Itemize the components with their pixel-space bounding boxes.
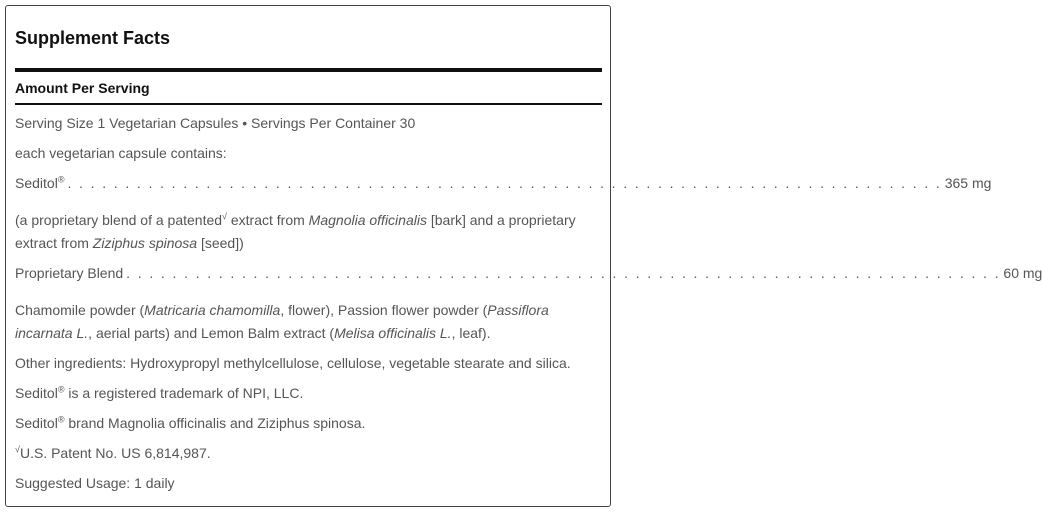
brand-line: Seditol® brand Magnolia officinalis and Ziziphus spinosa. — [15, 414, 366, 431]
blend-description: Chamomile powder (Matricaria chamomilla, flower), Passion flower powder (Passiflora incarnata L., aerial parts) and Lemon Balm extract (Melisa officinalis L., leaf). — [15, 302, 549, 341]
registered-mark: ® — [57, 384, 65, 395]
botanical-name: Melisa officinalis L. — [334, 325, 452, 341]
seditol-row-name: Seditol® — [15, 174, 65, 191]
dot-leader: . . . . . . . . . . . . . . . . . . . . . . . . . . . . . . . . . . . . . . . . . . . . . . . . . . . . . . . . . . . . . . . . . . . . . . . . . . . . — [126, 265, 1001, 281]
registered-mark: ® — [57, 174, 65, 185]
suggested-usage-line: Suggested Usage: 1 daily — [15, 475, 175, 491]
patent-mark: √ — [15, 444, 20, 455]
other-ingredients-line: Other ingredients: Hydroxypropyl methylcellulose, cellulose, vegetable stearate and silica. — [15, 355, 571, 371]
serving-size-line: Serving Size 1 Vegetarian Capsules • Servings Per Container 30 — [15, 115, 416, 131]
registered-mark: ® — [57, 414, 65, 425]
botanical-name: Passiflora incarnata L. — [15, 302, 549, 341]
patent-line: √U.S. Patent No. US 6,814,987. — [15, 444, 211, 461]
panel-title: Supplement Facts — [15, 28, 171, 48]
thin-divider — [15, 103, 602, 105]
botanical-name: Ziziphus spinosa — [92, 235, 198, 251]
capsule-contains-line: each vegetarian capsule contains: — [15, 145, 227, 161]
seditol-description: (a proprietary blend of a patented√ extract from Magnolia officinalis [bark] and a proprietary extract from Ziziphus spinosa [seed]) — [15, 211, 576, 251]
proprietary-blend-amount: 60 mg — [1003, 265, 1042, 281]
dot-leader: . . . . . . . . . . . . . . . . . . . . . . . . . . . . . . . . . . . . . . . . . . . . . . . . . . . . . . . . . . . . . . . . . . . . . . . . . . . . — [67, 175, 942, 191]
proprietary-blend-row — [15, 265, 1042, 285]
seditol-row — [15, 174, 992, 195]
botanical-name: Matricaria chamomilla — [144, 302, 281, 318]
proprietary-blend-name: Proprietary Blend — [15, 265, 124, 281]
seditol-row-amount: 365 mg — [944, 175, 992, 191]
patent-mark: √ — [222, 211, 227, 222]
amount-per-serving-heading: Amount Per Serving — [15, 80, 150, 96]
botanical-name: Magnolia officinalis — [308, 212, 427, 228]
thick-divider — [15, 68, 602, 72]
trademark-line: Seditol® is a registered trademark of NPI, LLC. — [15, 384, 304, 401]
